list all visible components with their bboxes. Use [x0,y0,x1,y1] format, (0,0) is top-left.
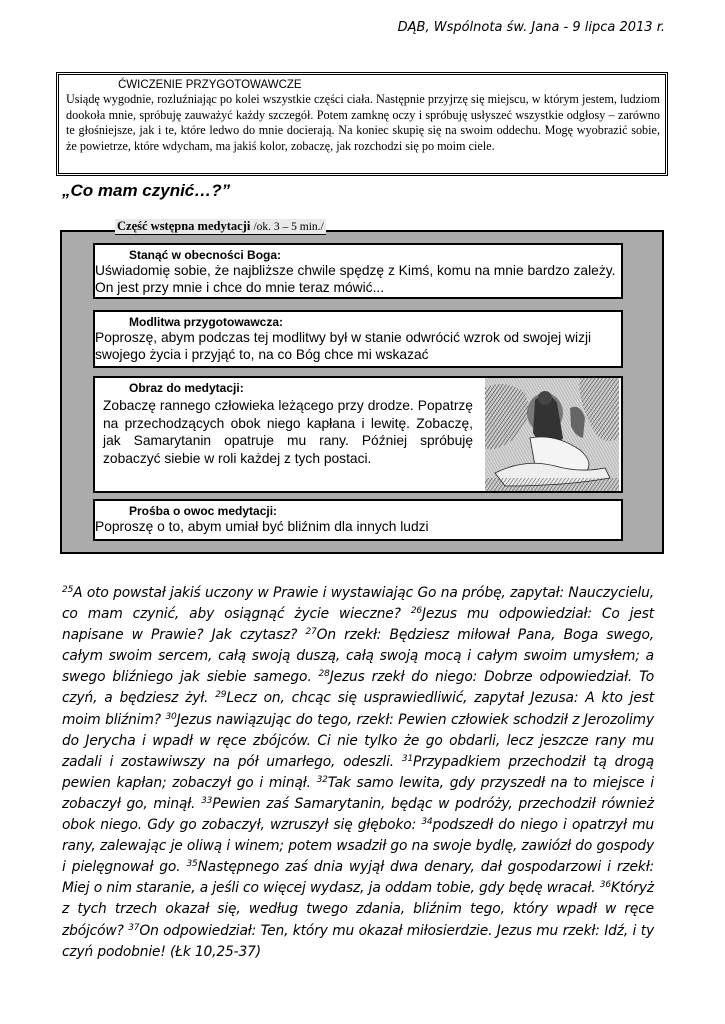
exercise-title: ĆWICZENIE PRZYGOTOWAWCZE [118,79,302,91]
prayer-box [93,310,623,368]
scripture-passage [62,583,654,963]
verse-number: 28 [318,669,330,680]
verse-number: 35 [186,859,198,870]
verse-number: 37 [128,922,140,933]
verse-text: On rzekł: Będziesz miłował Pana, Boga swego, całym swoim sercem, całą swoją duszą, całą swoją mocą i całym swoim umysłem; a swego bliźniego jak siebie samego. [62,627,654,686]
verse-text: A oto powstał jakiś uczony w Prawie i wystawiając Go na próbę, zapytał: Nauczycielu, co mam czynić, aby osiągnąć życie wieczne? [62,585,654,623]
verse-number: 25 [62,585,74,595]
verse-text: On odpowiedział: Ten, który mu okazał miłosierdzie. Jezus mu rzekł: Idź, i ty czyń podobnie! (Łk 10,25-37) [62,922,654,960]
fruit-text: Poproszę o to, abym umiał być bliźnim dla innych ludzi [95,519,429,534]
verse-text: Któryż z tych trzech okazał się, według twego zdania, bliźnim tego, który wpadł w ręce zbójców? [62,880,654,939]
presence-text: Uświadomię sobie, że najbliższe chwile spędzę z Kimś, komu na mnie bardzo zależy. On jest przy mnie i chce do mnie teraz mówić... [95,263,616,295]
verse-number: 36 [599,880,611,891]
image-title: Obraz do medytacji: [129,381,244,395]
verse-number: 30 [165,711,177,722]
verse-text: Jezus nawiązując do tego, rzekł: Pewien człowiek schodził z Jerozolimy do Jerycha i wpadł w ręce zbójców. Ci nie tylko że go obdarli, lecz jeszcze rany mu zadali i zostawiwszy na pół umarłego, odeszli. [62,711,654,770]
presence-title: Stanąć w obecności Boga: [129,248,282,262]
section-label [115,219,326,235]
verse-number: 26 [410,606,422,617]
page-header: DĄB, Wspólnota św. Jana - 9 lipca 2013 r. [397,20,665,35]
good-samaritan-engraving [485,378,619,491]
verse-number: 32 [316,774,328,785]
prayer-title: Modlitwa przygotowawcza: [129,315,284,329]
verse-number: 27 [305,627,317,638]
verse-number: 29 [215,690,227,701]
verse-text: Przypadkiem przechodził tą drogą pewien kapłan; zobaczył go i minął. [62,753,655,791]
verse-text: Następnego zaś dnia wyjął dwa denary, dał gospodarzowi i rzekł: Miej o nim staranie, a jeśli co więcej wydasz, ja oddam tobie, gdy będę wracał. [62,859,654,897]
presence-box [93,243,623,299]
section-label-text: Część wstępna medytacji [117,219,251,233]
fruit-box [93,499,623,541]
preparatory-exercise-box [56,72,668,176]
image-text: Zobaczę rannego człowieka leżącego przy drodze. Popatrzę na przechodzących obok niego kapłana i lewitę. Zobaczę, jak Samarytanin opatruje mu rany. Później spróbuję zobaczyć siebie w roli każdej z tych postaci. [103,398,473,466]
verse-text: Pewien zaś Samarytanin, będąc w podróży, przechodził również obok niego. Gdy go zobaczył, wzruszył się głęboko: [62,795,654,834]
verse-text: Tak samo lewita, gdy przyszedł na to miejsce i zobaczył go, minął. [62,774,654,812]
image-box [93,376,623,493]
verse-number: 31 [401,753,414,764]
verse-text: podszedł do niego i opatrzył mu rany, zalewając je oliwą i winem; potem wsadził go na swoje bydlę, zawiózł do gospody i pielęgnował go. [62,817,654,876]
verse-text: Lecz on, chcąc się usprawiedliwić, zapytał Jezusa: A kto jest moim bliźnim? [62,690,654,728]
verse-text: Jezus mu odpowiedział: Co jest napisane w Prawie? Jak czytasz? [62,606,654,644]
prayer-text: Poproszę, abym podczas tej modlitwy był w stanie odwrócić wzrok od swojej wizji swojego życia i przyjąć to, na co Bóg chce mi wskazać [95,330,592,362]
exercise-text: Usiądę wygodnie, rozluźniając po kolei wszystkie części ciała. Następnie przyjrzę się miejscu, w którym jestem, ludziom dookoła mnie, spróbuję zauważyć każdy szczegół. Potem zamknę oczy i spróbuję usłyszeć wszystkie odgłosy – zarówno te głośniejsze, jak i te, które ledwo do mnie docierają. Na koniec skupię się na swoim oddechu. Mogę wyobrazić sobie, że powietrze, które wdycham, ma jakiś kolor, zobaczę, jak rozchodzi się po moim ciele. [66,92,660,153]
verse-number: 34 [421,817,433,828]
fruit-title: Prośba o owoc medytacji: [129,504,278,518]
verse-text: Jezus rzekł do niego: Dobrze odpowiedział. To czyń, a będziesz żył. [62,669,654,707]
main-title: „Co mam czynić…?” [62,181,231,200]
section-duration: /ok. 3 – 5 min./ [253,221,324,233]
verse-number: 33 [201,795,213,806]
